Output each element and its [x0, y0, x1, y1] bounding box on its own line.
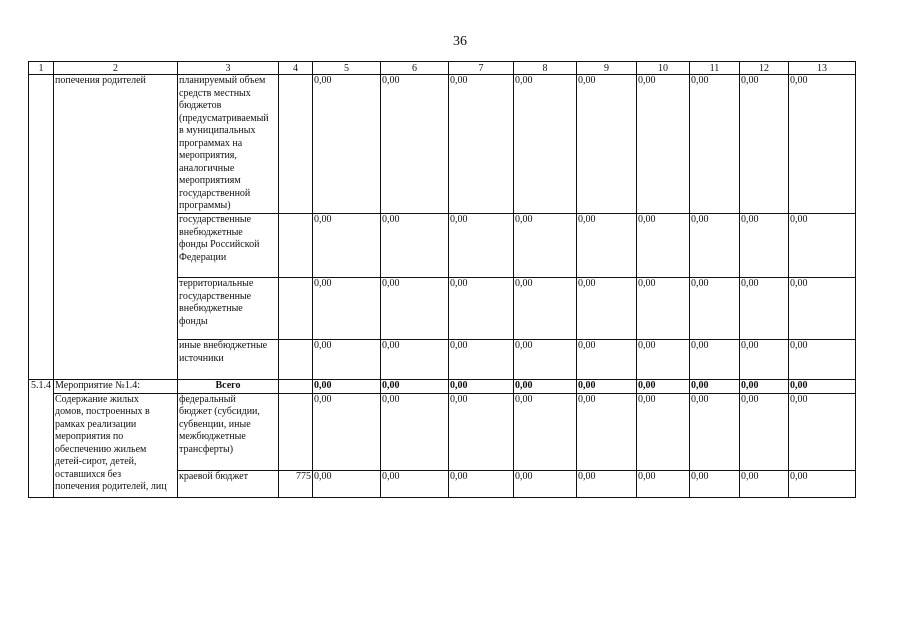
table-row-total [29, 380, 856, 394]
total-label-cell: Всего [178, 380, 279, 394]
value-cell: 0,00 [740, 340, 789, 380]
code-cell [279, 393, 313, 470]
value-cell: 0,00 [690, 470, 740, 497]
value-cell: 0,00 [514, 470, 577, 497]
value-cell: 0,00 [514, 214, 577, 278]
value-cell: 0,00 [381, 278, 449, 340]
value-cell: 0,00 [789, 214, 856, 278]
table-row [29, 393, 856, 470]
value-cell: 0,00 [514, 380, 577, 394]
header-cell: 6 [381, 62, 449, 75]
value-cell: 0,00 [577, 393, 637, 470]
value-cell: 0,00 [789, 380, 856, 394]
header-cell: 4 [279, 62, 313, 75]
value-cell: 0,00 [577, 278, 637, 340]
header-cell: 10 [637, 62, 690, 75]
funding-source-cell: государственные внебюджетные фонды Российской Федерации [178, 214, 279, 278]
value-cell: 0,00 [381, 340, 449, 380]
item-code-cell: 5.1.4 [29, 380, 54, 498]
item-title-cell: Мероприятие №1.4: [54, 380, 178, 394]
value-cell: 0,00 [740, 214, 789, 278]
value-cell: 0,00 [740, 75, 789, 214]
item-description-cell: попечения родителей [54, 75, 178, 380]
code-cell [279, 214, 313, 278]
table-row [29, 75, 856, 214]
value-cell: 0,00 [313, 380, 381, 394]
value-cell: 0,00 [381, 393, 449, 470]
funding-source-cell: краевой бюджет [178, 470, 279, 497]
value-cell: 0,00 [690, 340, 740, 380]
value-cell: 0,00 [313, 214, 381, 278]
value-cell: 0,00 [637, 75, 690, 214]
value-cell: 0,00 [313, 278, 381, 340]
value-cell: 0,00 [313, 393, 381, 470]
value-cell: 0,00 [637, 393, 690, 470]
header-cell: 7 [449, 62, 514, 75]
value-cell: 0,00 [577, 470, 637, 497]
code-cell [279, 340, 313, 380]
value-cell: 0,00 [789, 340, 856, 380]
value-cell: 0,00 [690, 393, 740, 470]
value-cell: 0,00 [789, 393, 856, 470]
value-cell: 0,00 [740, 393, 789, 470]
value-cell: 0,00 [789, 75, 856, 214]
value-cell: 0,00 [637, 214, 690, 278]
value-cell: 0,00 [577, 214, 637, 278]
page-number: 36 [453, 34, 467, 49]
funding-source-cell: федеральный бюджет (субсидии, субвенции, иные межбюджетные трансферты) [178, 393, 279, 470]
code-cell [279, 75, 313, 214]
value-cell: 0,00 [740, 470, 789, 497]
value-cell: 0,00 [449, 278, 514, 340]
value-cell: 0,00 [449, 340, 514, 380]
value-cell: 0,00 [740, 380, 789, 394]
value-cell: 0,00 [449, 470, 514, 497]
value-cell: 0,00 [637, 340, 690, 380]
value-cell: 0,00 [637, 380, 690, 394]
value-cell: 0,00 [514, 340, 577, 380]
value-cell: 0,00 [577, 380, 637, 394]
value-cell: 0,00 [637, 470, 690, 497]
value-cell: 0,00 [449, 214, 514, 278]
code-cell [279, 380, 313, 394]
code-cell: 775 [279, 470, 313, 497]
funding-source-cell: территориальные государственные внебюджетные фонды [178, 278, 279, 340]
value-cell: 0,00 [381, 470, 449, 497]
budget-table [28, 61, 856, 498]
header-cell: 9 [577, 62, 637, 75]
value-cell: 0,00 [449, 75, 514, 214]
header-cell: 5 [313, 62, 381, 75]
value-cell: 0,00 [313, 340, 381, 380]
header-cell: 13 [789, 62, 856, 75]
value-cell: 0,00 [690, 75, 740, 214]
value-cell: 0,00 [449, 380, 514, 394]
header-cell: 3 [178, 62, 279, 75]
value-cell: 0,00 [313, 470, 381, 497]
value-cell: 0,00 [514, 75, 577, 214]
header-cell: 11 [690, 62, 740, 75]
value-cell: 0,00 [577, 75, 637, 214]
code-cell [279, 278, 313, 340]
value-cell: 0,00 [789, 470, 856, 497]
value-cell: 0,00 [381, 214, 449, 278]
value-cell: 0,00 [740, 278, 789, 340]
value-cell: 0,00 [381, 380, 449, 394]
header-cell: 12 [740, 62, 789, 75]
funding-source-cell: иные внебюджетные источники [178, 340, 279, 380]
value-cell: 0,00 [514, 393, 577, 470]
value-cell: 0,00 [577, 340, 637, 380]
value-cell: 0,00 [514, 278, 577, 340]
item-description-cell: Содержание жилых домов, построенных в рамках реализации мероприятия по обеспечению жильем детей-сирот, детей, оставшихся без попечения родителей, лиц [54, 393, 178, 497]
item-code-cell [29, 75, 54, 380]
value-cell: 0,00 [789, 278, 856, 340]
header-row [29, 62, 856, 75]
funding-source-cell: планируемый объем средств местных бюджетов (предусматриваемый в муниципальных программах на мероприятия, аналогичные мероприятиям государственной программы) [178, 75, 279, 214]
header-cell: 2 [54, 62, 178, 75]
value-cell: 0,00 [637, 278, 690, 340]
value-cell: 0,00 [690, 214, 740, 278]
header-cell: 1 [29, 62, 54, 75]
value-cell: 0,00 [690, 380, 740, 394]
header-cell: 8 [514, 62, 577, 75]
value-cell: 0,00 [449, 393, 514, 470]
value-cell: 0,00 [690, 278, 740, 340]
value-cell: 0,00 [313, 75, 381, 214]
value-cell: 0,00 [381, 75, 449, 214]
